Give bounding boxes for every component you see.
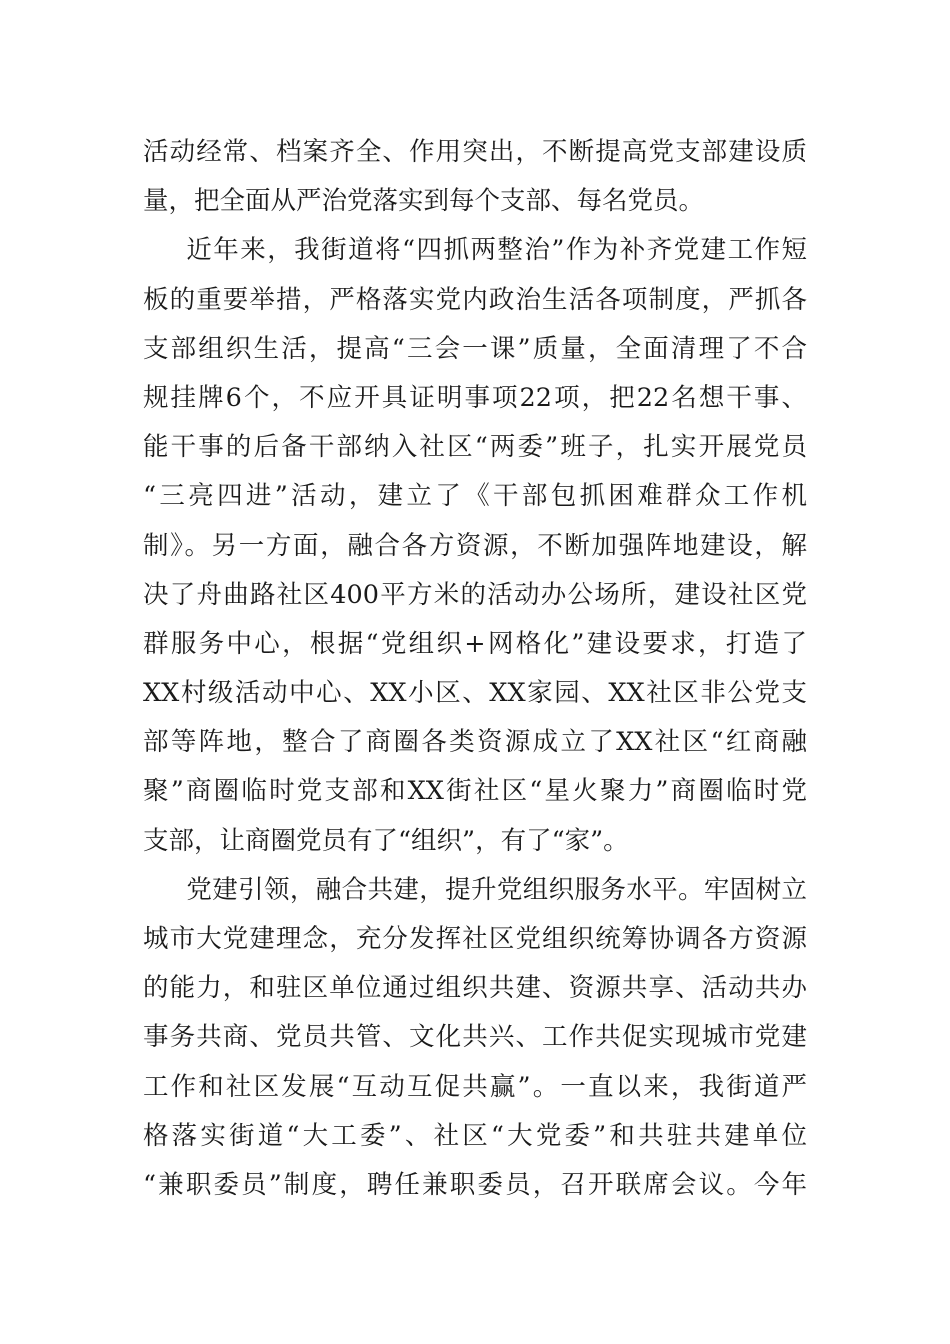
text-line: 聚”商圈临时党支部和XX街社区“星火聚力”商圈临时党 <box>143 776 807 807</box>
text-line: 格落实街道“大工委”、社区“大党委”和共驻共建单位 <box>143 1120 807 1151</box>
text-line: 量，把全面从严治党落实到每个支部、每名党员。 <box>143 186 705 217</box>
text-line: “兼职委员”制度，聘任兼职委员，召开联席会议。今年 <box>143 1169 807 1200</box>
text-line: 规挂牌6个，不应开具证明事项22项，把22名想干事、 <box>143 382 807 413</box>
text-line: 事务共商、党员共管、文化共兴、工作共促实现城市党建 <box>143 1022 807 1053</box>
paragraph-2 <box>143 226 807 865</box>
text-line: 支部，让商圈党员有了“组织”，有了“家”。 <box>143 825 629 856</box>
text-line: 制》。另一方面，融合各方资源，不断加强阵地建设，解 <box>143 530 807 561</box>
text-line: XX村级活动中心、XX小区、XX家园、XX社区非公党支 <box>143 678 807 709</box>
text-line: 工作和社区发展“互动互促共赢”。一直以来，我街道严 <box>143 1071 807 1102</box>
text-line: 板的重要举措，严格落实党内政治生活各项制度，严抓各 <box>143 284 807 315</box>
text-line: 部等阵地，整合了商圈各类资源成立了XX社区“红商融 <box>143 727 807 758</box>
text-line: 活动经常、档案齐全、作用突出，不断提高党支部建设质 <box>143 137 807 167</box>
text-line: 决了舟曲路社区400平方米的活动办公场所，建设社区党 <box>143 579 807 610</box>
paragraph-3 <box>143 866 807 1210</box>
text-line: “三亮四进”活动，建立了《干部包抓困难群众工作机 <box>143 481 807 512</box>
text-line: 支部组织生活，提高“三会一课”质量，全面清理了不合 <box>143 333 807 364</box>
text-line: 的能力，和驻区单位通过组织共建、资源共享、活动共办 <box>143 973 807 1004</box>
text-line: 能干事的后备干部纳入社区“两委”班子，扎实开展党员 <box>143 432 807 463</box>
paragraph-1 <box>143 128 807 226</box>
text-line: 近年来，我街道将“四抓两整治”作为补齐党建工作短 <box>186 235 807 266</box>
text-line: 群服务中心，根据“党组织+网格化”建设要求，打造了 <box>143 628 807 659</box>
text-line: 党建引领，融合共建，提升党组织服务水平。牢固树立 <box>186 874 807 905</box>
body-text <box>143 128 807 1210</box>
text-line: 城市大党建理念，充分发挥社区党组织统筹协调各方资源 <box>143 924 807 954</box>
